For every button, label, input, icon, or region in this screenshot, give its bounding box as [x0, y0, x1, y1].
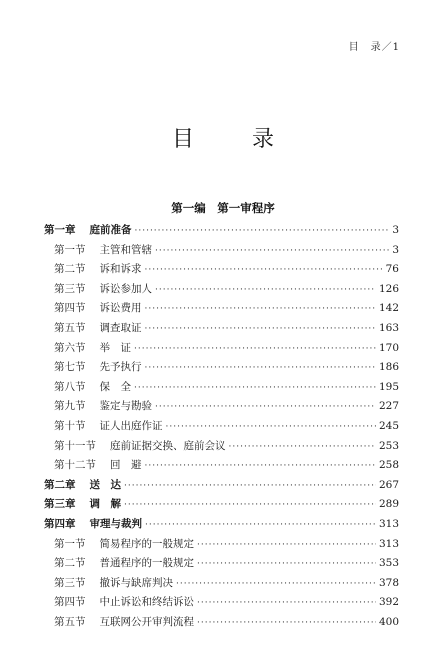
toc-page-number: 227: [378, 400, 399, 413]
toc-entry-number: 第三节: [54, 282, 86, 295]
dot-leader: [145, 304, 376, 314]
toc-page-number: 313: [378, 517, 399, 530]
toc-section-row[interactable]: [44, 418, 399, 438]
toc-page-number: 3: [392, 243, 399, 256]
toc-entry-number: 第三节: [54, 576, 86, 589]
toc-section-row[interactable]: [44, 438, 399, 458]
toc-section-row[interactable]: [44, 555, 399, 575]
toc-section-row[interactable]: [44, 300, 399, 320]
toc-entry-number: 第六节: [54, 341, 86, 354]
dot-leader: [155, 246, 389, 256]
toc-entry-number: 第二节: [54, 263, 86, 276]
toc-entry-title: 撤诉与缺席判决: [99, 576, 173, 589]
dot-leader: [197, 618, 376, 628]
dot-leader: [197, 559, 376, 569]
dot-leader: [145, 363, 376, 373]
toc-entry-title: 送 达: [89, 478, 121, 491]
toc-section-row[interactable]: [44, 575, 399, 595]
toc-entry-number: 第二节: [54, 557, 86, 570]
toc-entry-number: 第一节: [54, 243, 86, 256]
toc-page-number: 289: [378, 498, 399, 511]
toc-section-row[interactable]: [44, 614, 399, 634]
dot-leader: [134, 344, 376, 354]
toc-page-number: 142: [378, 302, 399, 315]
dot-leader: [145, 265, 383, 275]
toc-entry-title: 举 证: [99, 341, 131, 354]
dot-leader: [197, 540, 376, 550]
toc-entry-title: 庭前准备: [89, 224, 132, 236]
toc-page-number: 353: [378, 557, 399, 570]
toc-entry-title: 回 避: [110, 459, 142, 472]
toc-entry-number: 第十二节: [54, 459, 96, 472]
toc-section-row[interactable]: [44, 457, 399, 477]
dot-leader: [229, 442, 376, 452]
toc-entry-number: 第四节: [54, 596, 86, 609]
toc-page-number: 245: [378, 419, 399, 432]
toc-page-number: 163: [378, 321, 399, 334]
dot-leader: [197, 598, 376, 608]
toc-page-number: 126: [378, 282, 399, 295]
toc-entry-number: 第十节: [54, 419, 86, 432]
toc-page-number: 400: [378, 615, 399, 628]
part-title: 第一编 第一审程序: [171, 201, 275, 215]
toc-chapter-row[interactable]: [44, 222, 399, 242]
toc-entry-number: 第三章: [44, 498, 76, 511]
toc-page-number: 258: [378, 459, 399, 472]
toc-entry-title: 调 解: [89, 498, 121, 511]
toc-section-row[interactable]: [44, 359, 399, 379]
toc-section-row[interactable]: [44, 340, 399, 360]
toc-entry-title: 鉴定与勘验: [99, 400, 152, 413]
toc-entry-title: 中止诉讼和终结诉讼: [99, 596, 194, 609]
toc-entry-title: 先予执行: [99, 361, 142, 374]
toc-page-number: 76: [385, 263, 399, 276]
toc-page-number: 267: [378, 478, 399, 491]
dot-leader: [135, 226, 390, 236]
toc-chapter-row[interactable]: [44, 496, 399, 516]
toc-entry-number: 第五节: [54, 321, 86, 334]
toc-page-number: 3: [392, 224, 399, 236]
dot-leader: [124, 481, 376, 491]
toc-entry-title: 普通程序的一般规定: [99, 557, 194, 570]
toc-entry-title: 诉讼费用: [99, 302, 142, 315]
toc-section-row[interactable]: [44, 536, 399, 556]
toc-entry-number: 第二章: [44, 478, 76, 491]
toc-section-row[interactable]: [44, 281, 399, 301]
toc-entry-title: 互联网公开审判流程: [99, 615, 194, 628]
toc-chapter-row[interactable]: [44, 477, 399, 497]
toc-entry-title: 证人出庭作证: [99, 419, 163, 432]
table-of-contents: [44, 222, 399, 633]
toc-section-row[interactable]: [44, 398, 399, 418]
dot-leader: [166, 422, 376, 432]
toc-entry-number: 第九节: [54, 400, 86, 413]
toc-entry-title: 简易程序的一般规定: [99, 537, 194, 550]
toc-entry-number: 第一节: [54, 537, 86, 550]
running-head: 目 录／1: [348, 42, 400, 53]
toc-page-number: 186: [378, 361, 399, 374]
toc-page-number: 392: [378, 596, 399, 609]
dot-leader: [124, 500, 376, 510]
toc-entry-title: 调查取证: [99, 321, 142, 334]
toc-page-number: 253: [378, 439, 399, 452]
toc-entry-title: 主管和管辖: [99, 243, 152, 256]
toc-entry-number: 第七节: [54, 361, 86, 374]
toc-chapter-row[interactable]: [44, 516, 399, 536]
dot-leader: [134, 383, 376, 393]
toc-entry-title: 诉讼参加人: [99, 282, 152, 295]
toc-section-row[interactable]: [44, 261, 399, 281]
toc-entry-number: 第四节: [54, 302, 86, 315]
toc-entry-title: 审理与裁判: [89, 517, 142, 530]
dot-leader: [145, 461, 376, 471]
toc-entry-number: 第一章: [44, 224, 76, 236]
toc-page-number: 170: [378, 341, 399, 354]
dot-leader: [155, 285, 376, 295]
toc-section-row[interactable]: [44, 320, 399, 340]
toc-entry-title: 诉和诉求: [99, 263, 142, 276]
toc-section-row[interactable]: [44, 594, 399, 614]
toc-section-row[interactable]: [44, 379, 399, 399]
toc-entry-number: 第十一节: [54, 439, 96, 452]
toc-page-number: 313: [378, 537, 399, 550]
toc-entry-title: 庭前证据交换、庭前会议: [110, 439, 226, 452]
dot-leader: [176, 579, 376, 589]
toc-section-row[interactable]: [44, 242, 399, 262]
dot-leader: [145, 520, 376, 530]
toc-entry-title: 保 全: [99, 380, 131, 393]
toc-page-number: 378: [378, 576, 399, 589]
toc-entry-number: 第五节: [54, 615, 86, 628]
dot-leader: [145, 324, 376, 334]
toc-page-number: 195: [378, 380, 399, 393]
toc-entry-number: 第八节: [54, 380, 86, 393]
toc-entry-number: 第四章: [44, 517, 76, 530]
page-title: 目 录: [171, 127, 292, 152]
dot-leader: [155, 402, 376, 412]
